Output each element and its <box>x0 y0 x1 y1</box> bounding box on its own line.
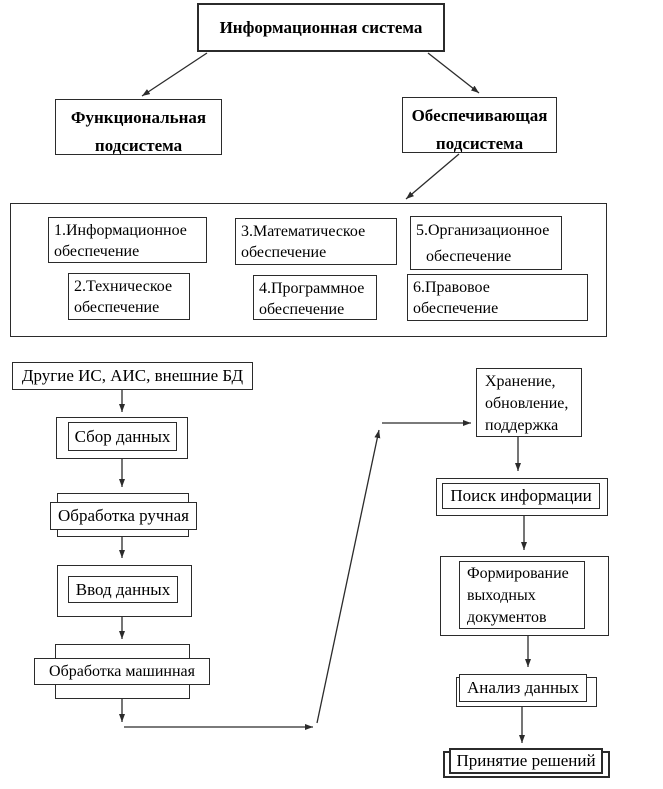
manual-processing-label: Обработка ручная <box>58 506 189 525</box>
providing-line2: подсистема <box>435 134 524 153</box>
storage-line2: обновление, <box>485 395 569 412</box>
output-documents-line3: документов <box>467 609 547 626</box>
subsystem-5-line2: обеспечение <box>426 248 512 265</box>
data-analysis-label: Анализ данных <box>467 678 579 697</box>
subsystem-6-line1: 6.Правовое <box>413 279 490 296</box>
subsystem-2-line2: обеспечение <box>74 299 160 316</box>
decision-making-label: Принятие решений <box>456 751 596 770</box>
output-documents-line2: выходных <box>467 587 536 604</box>
information-system-label: Информационная система <box>219 17 423 37</box>
subsystem-6-line2: обеспечение <box>413 300 499 317</box>
box-data-input-inner <box>68 576 178 603</box>
arrow-main-to-providing <box>428 53 479 93</box>
arrow-main-to-functional <box>142 53 207 96</box>
subsystem-4-line2: обеспечение <box>259 301 345 318</box>
box-decision-making <box>449 748 603 774</box>
box-information-search <box>436 478 608 516</box>
box-subsystem-3 <box>235 218 397 265</box>
box-data-collection <box>56 417 188 459</box>
subsystem-4-line1: 4.Программное <box>259 280 365 297</box>
box-subsystem-2 <box>68 273 190 320</box>
box-subsystem-1 <box>48 217 207 263</box>
functional-line2: подсистема <box>94 136 183 155</box>
information-search-label: Поиск информации <box>450 486 592 505</box>
box-data-input <box>57 565 192 617</box>
subsystem-1-line2: обеспечение <box>54 243 140 260</box>
box-external-sources <box>12 362 253 390</box>
subsystem-2-line1: 2.Техническое <box>74 278 173 295</box>
functional-line1: Функциональная <box>70 108 207 127</box>
box-subsystem-4 <box>253 275 377 320</box>
box-subsystem-5 <box>410 216 562 270</box>
box-functional-subsystem <box>55 99 222 155</box>
subsystem-3-line2: обеспечение <box>241 244 327 261</box>
external-sources-label: Другие ИС, АИС, внешние БД <box>21 366 244 385</box>
box-subsystem-6 <box>407 274 588 321</box>
subsystem-3-line1: 3.Математическое <box>241 223 366 240</box>
box-providing-subsystem <box>402 97 557 153</box>
arrow-providing-to-container <box>406 154 459 199</box>
box-information-system <box>197 3 445 52</box>
providing-line1: Обеспечивающая <box>411 106 548 125</box>
data-collection-label: Сбор данных <box>74 426 171 446</box>
storage-line3: поддержка <box>485 417 559 434</box>
box-information-search-inner <box>442 483 600 509</box>
box-output-documents-inner <box>459 561 585 629</box>
storage-line1: Хранение, <box>485 373 556 390</box>
connector-diagonal-up <box>317 430 379 723</box>
box-manual-processing <box>50 502 197 530</box>
box-storage <box>476 368 582 437</box>
data-input-label: Ввод данных <box>75 579 171 599</box>
machine-processing-label: Обработка машинная <box>49 662 195 680</box>
output-documents-line1: Формирование <box>467 565 569 582</box>
box-data-analysis <box>459 674 587 702</box>
box-machine-processing <box>34 658 210 685</box>
box-data-collection-inner <box>68 422 177 451</box>
subsystem-5-line1: 5.Организационное <box>416 222 550 239</box>
subsystem-1-line1: 1.Информационное <box>54 222 187 239</box>
box-output-documents <box>440 556 609 636</box>
